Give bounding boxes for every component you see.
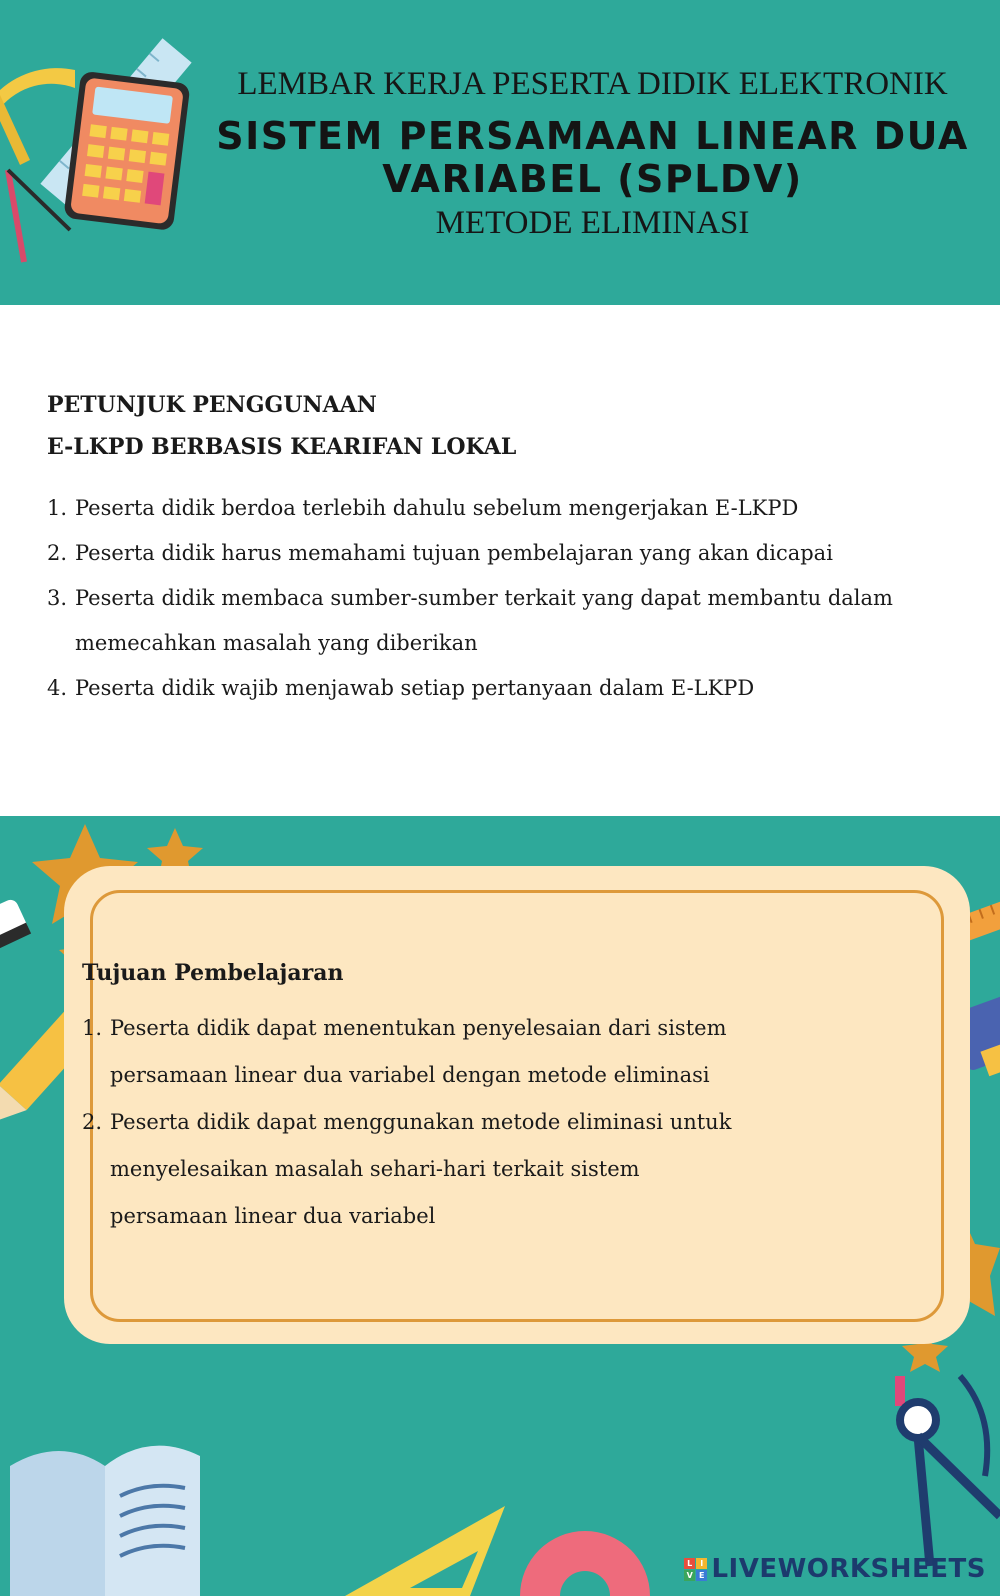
title-line-2: VARIABEL (SPLDV) <box>382 157 803 201</box>
item-number: 3. <box>47 586 68 610</box>
item-text: Peserta didik wajib menjawab setiap pertanyaan dalam E-LKPD <box>75 676 755 700</box>
instructions-section <box>47 393 967 711</box>
open-book-icon <box>10 1446 200 1596</box>
item-number: 1. <box>47 496 68 520</box>
title-line-1: SISTEM PERSAMAAN LINEAR DUA <box>216 114 969 158</box>
item-text: Peserta didik berdoa terlebih dahulu sebelum mengerjakan E-LKPD <box>75 496 799 520</box>
brand-name: LIVEWORKSHEETS <box>711 1554 986 1584</box>
compass-icon <box>895 1376 1000 1566</box>
goals-title: Tujuan Pembelajaran <box>82 960 344 986</box>
item-text-line: persamaan linear dua variabel <box>110 1204 436 1228</box>
item-number: 4. <box>47 676 68 700</box>
instructions-list <box>47 486 967 711</box>
item-number: 1. <box>82 1016 103 1040</box>
eraser-icon <box>0 897 31 952</box>
list-item <box>82 1099 802 1240</box>
item-text <box>110 1099 731 1240</box>
protractor-icon <box>0 68 75 165</box>
goals-section <box>0 816 1000 1596</box>
item-text-line: memecahkan masalah yang diberikan <box>75 631 478 655</box>
item-text-line: menyelesaikan masalah sehari-hari terkait sistem <box>110 1157 640 1181</box>
item-text-line: Peserta didik dapat menentukan penyelesaian dari sistem <box>110 1016 727 1040</box>
worksheet-subtitle: LEMBAR KERJA PESERTA DIDIK ELEKTRONIK <box>237 66 948 102</box>
item-number: 2. <box>82 1110 103 1134</box>
list-item <box>47 666 967 711</box>
method-label: METODE ELIMINASI <box>435 205 750 241</box>
calculator-illustration <box>0 0 200 305</box>
item-text-line: persamaan linear dua variabel dengan metode eliminasi <box>110 1063 710 1087</box>
item-text <box>110 1005 727 1099</box>
list-item <box>47 531 967 576</box>
calculator-icon <box>63 71 190 231</box>
item-text-line: Peserta didik membaca sumber-sumber terkait yang dapat membantu dalam <box>75 586 893 610</box>
learning-goals <box>82 961 802 1240</box>
worksheet-title <box>195 115 990 201</box>
goals-list <box>82 1005 802 1240</box>
list-item <box>47 486 967 531</box>
protractor-icon <box>520 1531 650 1596</box>
list-item <box>47 576 967 666</box>
item-number: 2. <box>47 541 68 565</box>
instructions-heading: PETUNJUK PENGGUNAAN <box>47 392 377 418</box>
liveworksheets-logo-icon: L I V E <box>684 1558 707 1581</box>
item-text <box>75 576 893 666</box>
item-text: Peserta didik harus memahami tujuan pembelajaran yang akan dicapai <box>75 541 833 565</box>
set-square-icon <box>345 1506 505 1596</box>
header-banner <box>0 0 1000 305</box>
item-text-line: Peserta didik dapat menggunakan metode eliminasi untuk <box>110 1110 732 1134</box>
instructions-subheading: E-LKPD BERBASIS KEARIFAN LOKAL <box>47 434 517 460</box>
list-item <box>82 1005 802 1099</box>
liveworksheets-brand[interactable] <box>684 1554 986 1584</box>
